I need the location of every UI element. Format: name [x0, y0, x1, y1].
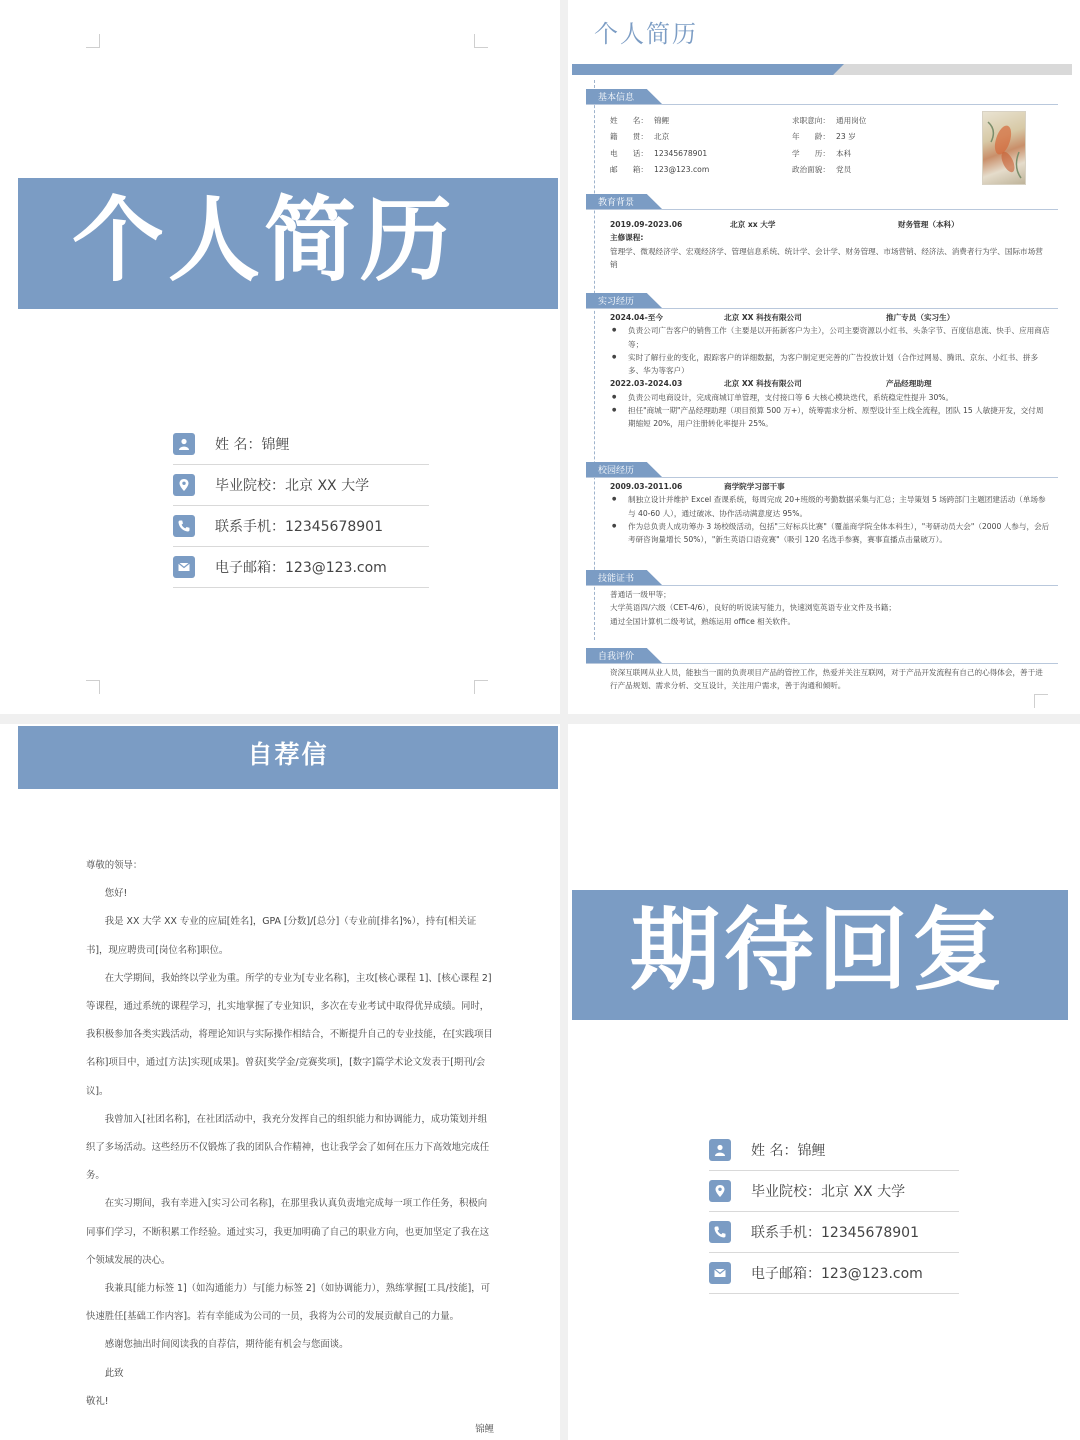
contact-row — [173, 424, 429, 465]
education-date: 2019.09-2023.06 — [610, 220, 683, 229]
info-value: 北京 — [654, 132, 670, 142]
letter-title: 自荐信 — [247, 740, 329, 769]
internship-body — [586, 309, 1050, 431]
job-role: 推广专员（实习生） — [886, 313, 955, 322]
cover-title: 个人简历 — [71, 187, 456, 294]
section-self-evaluation — [586, 648, 1058, 693]
section-campus — [586, 462, 1058, 546]
education-school: 北京 xx 大学 — [730, 220, 776, 229]
campus-bullets — [610, 493, 1050, 546]
job-date: 2022.03-2024.03 — [610, 379, 683, 389]
contact-row — [173, 547, 429, 588]
letter-paragraph: 我曾加入[社团名称]，在社团活动中，我充分发挥自己的组织能力和协调能力，成功策划并组织了多场活动。这些经历不仅锻炼了我的团队合作精神，也让我学会了如何在压力下高效地完成任务。 — [86, 1113, 490, 1182]
self-evaluation-text: 资深互联网从业人员，能独当一面的负责项目产品的管控工作，热爱并关注互联网，对于产品开发流程有自己的心得体会，善于进行产品规划、需求分析、交互设计，关注用户需求，善于沟通和倾听。 — [610, 668, 1043, 691]
info-key: 政治面貌： — [792, 165, 830, 175]
back-title-band — [572, 890, 1068, 1020]
crop-mark — [474, 34, 488, 48]
education-body — [586, 210, 1058, 271]
letter-title-band — [18, 726, 558, 789]
info-row — [610, 146, 792, 162]
job-row — [610, 311, 1050, 324]
contact-name: 姓 名：锦鲤 — [215, 437, 290, 453]
section-basic-info — [586, 89, 1058, 185]
person-icon — [173, 433, 195, 455]
info-value: 锦鲤 — [654, 116, 670, 125]
letter-paragraph: 在实习期间，我有幸进入[实习公司名称]，在那里我认真负责地完成每一项工作任务，积极向同事们学习，不断积累工作经验。通过实习，我更加明确了自己的职业方向，也更加坚定了我在这个领域发展的决心。 — [86, 1198, 490, 1266]
contact-email: 电子邮箱：123@123.com — [751, 1266, 923, 1282]
job-bullets — [610, 391, 1050, 431]
info-key: 年 龄： — [792, 132, 830, 142]
info-key: 邮 箱： — [610, 165, 648, 175]
info-value: 123@123.com — [654, 165, 710, 175]
job-bullet: ● 实时了解行业的变化，跟踪客户的详细数据，为客户制定更完善的广告投放计划（合作过网易、腾讯、京东、小红书、拼多多、华为等客户） — [610, 351, 1050, 378]
letter-closing: 敬礼! — [86, 1395, 109, 1407]
cover-contact — [173, 424, 429, 588]
contact-row — [173, 506, 429, 547]
section-label: 自我评价 — [598, 652, 635, 662]
education-major: 财务管理（本科） — [898, 220, 959, 229]
mail-icon — [709, 1262, 731, 1284]
skill-line: 普通话一级甲等； — [610, 590, 671, 599]
info-value: 通用岗位 — [836, 116, 867, 125]
education-row — [610, 218, 1058, 231]
cover-title-band — [18, 178, 558, 309]
resume-title: 个人简历 — [594, 20, 698, 48]
job-company: 北京 XX 科技有限公司 — [724, 379, 802, 389]
resume-header-bar-accent — [572, 64, 844, 75]
section-label: 实习经历 — [598, 297, 635, 307]
basic-info-left — [610, 113, 792, 185]
basic-info-right — [792, 113, 962, 185]
crop-mark — [86, 680, 100, 694]
section-header — [586, 89, 1058, 105]
job-date: 2024.04-至今 — [610, 313, 663, 322]
campus-body — [586, 478, 1050, 546]
cover-page — [18, 0, 558, 712]
info-row — [610, 129, 792, 145]
contact-name: 姓 名：锦鲤 — [751, 1143, 826, 1159]
contact-row — [709, 1253, 959, 1294]
crop-mark — [474, 680, 488, 694]
campus-role: 商学院学习部干事 — [724, 482, 785, 491]
info-row — [792, 113, 962, 129]
info-value: 党员 — [836, 165, 852, 175]
section-internship — [586, 293, 1058, 431]
contact-row — [709, 1212, 959, 1253]
letter-body — [86, 852, 494, 1440]
info-value: 本科 — [836, 148, 852, 158]
info-row — [792, 129, 962, 145]
section-header — [586, 648, 1058, 664]
info-key: 求职意向： — [792, 116, 830, 125]
section-header — [586, 293, 1058, 309]
section-header — [586, 462, 1058, 478]
back-contact — [709, 1130, 959, 1294]
basic-info-body — [586, 105, 1058, 185]
courses-text: 管理学、微观经济学、宏观经济学、管理信息系统、统计学、会计学、财务管理、市场营销、经济法、消费者行为学、国际市场营销 — [610, 246, 1043, 269]
section-label: 校园经历 — [598, 466, 635, 476]
job-bullets — [610, 324, 1050, 377]
letter-page — [18, 726, 558, 1440]
letter-paragraph: 在大学期间，我始终以学业为重。所学的专业为[专业名称]，主攻[核心课程 1]、[核心课程 2]等课程，通过系统的课程学习，扎实地掌握了专业知识，多次在专业考试中取得优异成绩。同时，我积极参加各类实践活动，将理论知识与实际操作相结合，不断提升自己的专业技能，在[实践项目名称]项目中，通过[方法]实现[成果]。曾获[奖学金/竞赛奖项]，[数字]篇学术论文发表于[期刊/会议]。 — [86, 972, 493, 1097]
contact-school: 毕业院校：北京 XX 大学 — [215, 478, 370, 494]
profile-photo — [982, 111, 1026, 185]
page-gutter-horizontal — [0, 714, 1080, 724]
campus-row — [610, 480, 1050, 493]
letter-signature: 锦鲤 — [475, 1424, 494, 1436]
section-label: 基本信息 — [598, 93, 635, 103]
job-bullet: ● 负责公司电商设计，完成商城订单管理，支付接口等 6 大核心模块迭代，系统稳定性提升 30%。 — [610, 391, 1050, 404]
contact-row — [709, 1130, 959, 1171]
skill-line: 通过全国计算机二级考试，熟练运用 office 相关软件。 — [610, 616, 796, 626]
section-header — [586, 570, 1058, 586]
letter-paragraph: 感谢您抽出时间阅读我的自荐信，期待能有机会与您面谈。 — [104, 1339, 349, 1351]
info-row — [792, 162, 962, 178]
section-label: 技能证书 — [598, 574, 635, 584]
letter-paragraph: 我是 XX 大学 XX 专业的应届[姓名]，GPA [分数]/[总分]（专业前[排名]%），持有[相关证书]，现应聘贵司[岗位名称]职位。 — [86, 916, 477, 956]
contact-row — [709, 1171, 959, 1212]
skills-body — [586, 586, 1058, 628]
letter-salutation: 尊敬的领导： — [86, 860, 143, 871]
info-row — [792, 146, 962, 162]
info-key: 籍 贯： — [610, 132, 648, 142]
person-icon — [709, 1139, 731, 1161]
resume-page — [572, 0, 1072, 712]
phone-icon — [173, 515, 195, 537]
info-value: 23 岁 — [836, 132, 856, 142]
self-evaluation-body — [586, 664, 1050, 693]
contact-phone: 联系手机：12345678901 — [751, 1225, 919, 1241]
info-key: 电 话： — [610, 148, 648, 158]
section-education — [586, 194, 1058, 271]
info-key: 学 历： — [792, 148, 830, 158]
info-key: 姓 名： — [610, 116, 648, 125]
skill-line: 大学英语四/六级（CET-4/6），良好的听说读写能力，快速浏览英语专业文件及书籍； — [610, 603, 896, 613]
contact-school: 毕业院校：北京 XX 大学 — [751, 1184, 906, 1200]
campus-date: 2009.03-2011.06 — [610, 482, 683, 491]
job-role: 产品经理助理 — [886, 379, 932, 389]
courses-label: 主修课程: — [610, 233, 644, 243]
contact-phone: 联系手机：12345678901 — [215, 519, 383, 535]
job-row — [610, 377, 1050, 390]
campus-bullet: ● 制独立设计并维护 Excel 查课系统，每周完成 20+班级的考勤数据采集与汇总；主导策划 5 场跨部门主题团建活动（单场参与 40-60 人），通过破冰、协作活动满意度达 95%。 — [610, 493, 1050, 520]
section-label: 教育背景 — [598, 198, 635, 208]
location-icon — [173, 474, 195, 496]
koi-art-icon — [983, 112, 1027, 186]
job-company: 北京 XX 科技有限公司 — [724, 313, 802, 322]
letter-paragraph: 此致 — [104, 1367, 124, 1379]
info-row — [610, 113, 792, 129]
section-skills — [586, 570, 1058, 628]
info-value: 12345678901 — [654, 148, 708, 158]
letter-paragraph: 我兼具[能力标签 1]（如沟通能力）与[能力标签 2]（如协调能力），熟练掌握[工具/技能]，可快速胜任[基础工作内容]。若有幸能成为公司的一员，我将为公司的发展贡献自己的力量。 — [86, 1283, 490, 1323]
section-header — [586, 194, 1058, 210]
info-row — [610, 162, 792, 178]
mail-icon — [173, 556, 195, 578]
letter-greeting: 您好! — [104, 888, 128, 900]
location-icon — [709, 1180, 731, 1202]
job-bullet: ● 担任"商城一期"产品经理助理（项目预算 500 万+），统筹需求分析、原型设计至上线全流程，团队 15 人敏捷开发，交付周期缩短 20%，用户注册转化率提升 25%。 — [610, 404, 1050, 431]
crop-mark — [86, 34, 100, 48]
phone-icon — [709, 1221, 731, 1243]
campus-bullet: ● 作为总负责人成功筹办 3 场校级活动，包括"三好标兵比赛"（覆盖商学院全体本科生），"考研动员大会"（2000 人参与，会后考研咨询量增长 50%），"新生英语口语竞赛"（吸引 120 名选手参赛，赛事直播点击量破万）。 — [610, 520, 1050, 547]
contact-email: 电子邮箱：123@123.com — [215, 560, 387, 576]
crop-mark — [1034, 694, 1048, 708]
back-title: 期待回复 — [630, 898, 1006, 1003]
contact-row — [173, 465, 429, 506]
back-page — [572, 726, 1072, 1440]
job-bullet: ● 负责公司广告客户的销售工作（主要是以开拓新客户为主），公司主要资源以小红书、头条字节、百度信息流、快手、应用商店等； — [610, 324, 1050, 351]
